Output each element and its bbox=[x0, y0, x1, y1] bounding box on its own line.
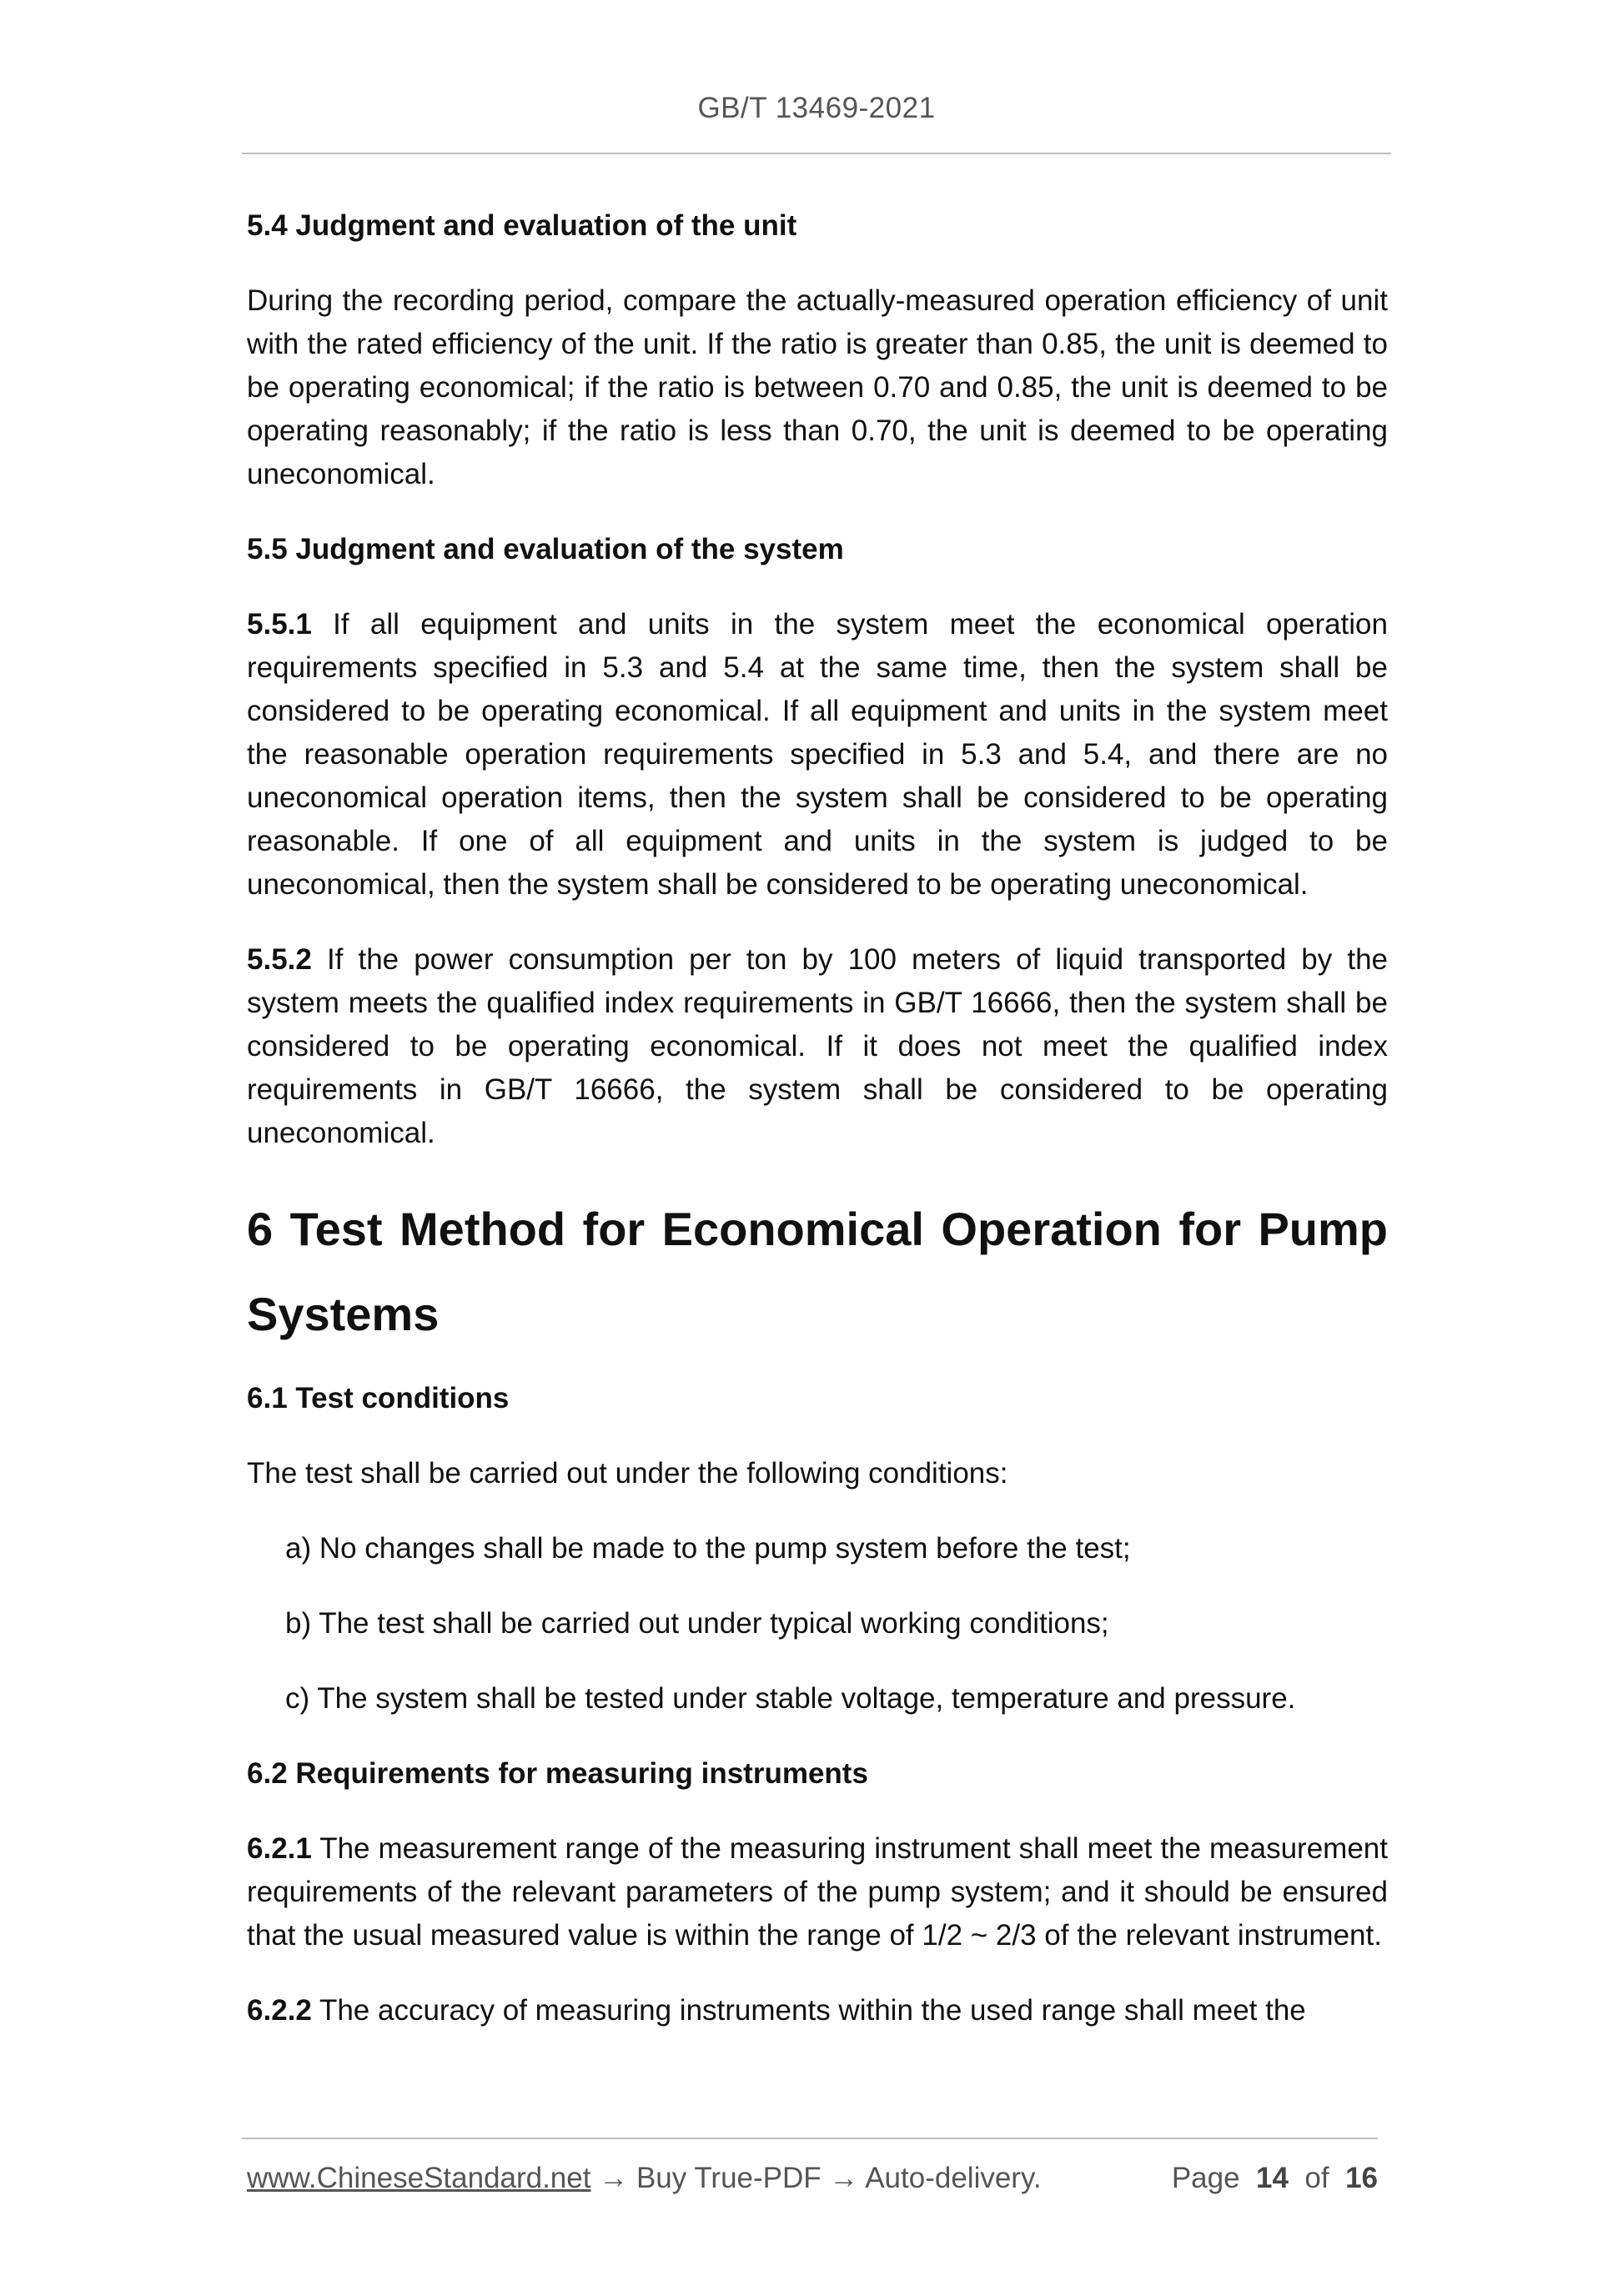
section-5-5-heading: 5.5 Judgment and evaluation of the system bbox=[247, 533, 844, 565]
section-5-4-heading: 5.4 Judgment and evaluation of the unit bbox=[247, 209, 797, 242]
section-6-1-intro: The test shall be carried out under the following conditions: bbox=[247, 1457, 1008, 1490]
clause-text: If the power consumption per ton by 100 meters of liquid transported by the system meets the qualified index requirements in GB/T 16666, then the system shall be considered to be operating economical. If it does not meet the qualified index requirements in GB/T 16666, the system shall be considered to be operating uneconomical. bbox=[247, 943, 1388, 1149]
section-5-4-body: During the recording period, compare the actually-measured operation efficiency of unit with the rated efficiency of the unit. If the ratio is greater than 0.85, the unit is deemed to be operating economical; if the ratio is between 0.70 and 0.85, the unit is deemed to be operating reasonably; if the ratio is less than 0.70, the unit is deemed to be operating uneconomical. bbox=[247, 284, 1388, 490]
arrow-right-icon: → bbox=[829, 2162, 859, 2194]
footer-divider bbox=[242, 2138, 1378, 2139]
list-item: a) No changes shall be made to the pump system before the test; bbox=[285, 1532, 1131, 1565]
clause-number: 6.2.2 bbox=[247, 1994, 312, 2027]
total-pages: 16 bbox=[1345, 2162, 1378, 2194]
page-number bbox=[1172, 2162, 1378, 2195]
clause-text: If all equipment and units in the system meet the economical operation requirements specified in 5.3 and 5.4 at the same time, then the system shall be considered to be operating economical. If all equipment and units in the system meet the reasonable operation requirements specified in 5.3 and 5.4, and there are no uneconomical operation items, then the system shall be considered to be operating reasonable. If one of all equipment and units in the system is judged to be uneconomical, then the system shall be considered to be operating uneconomical. bbox=[247, 608, 1388, 901]
header-divider bbox=[242, 153, 1391, 154]
footer-promo bbox=[247, 2162, 1042, 2195]
page-label: Page bbox=[1171, 2162, 1240, 2194]
clause-number: 5.5.2 bbox=[247, 943, 312, 976]
chapter-6-heading: 6 Test Method for Economical Operation for Pump Systems bbox=[247, 1203, 1388, 1340]
clause-number: 6.2.1 bbox=[247, 1832, 312, 1865]
list-item: c) The system shall be tested under stable voltage, temperature and pressure. bbox=[285, 1682, 1296, 1715]
document-body bbox=[247, 204, 1388, 2064]
buy-pdf-text: Buy True-PDF bbox=[636, 2162, 822, 2194]
list-item: b) The test shall be carried out under typical working conditions; bbox=[285, 1607, 1109, 1640]
auto-delivery-text: Auto-delivery. bbox=[865, 2162, 1042, 2194]
clause-text: The measurement range of the measuring instrument shall meet the measurement requirements of the relevant parameters of the pump system; and it should be ensured that the usual measured value is within the range of 1/2 ~ 2/3 of the relevant instrument. bbox=[247, 1832, 1388, 1952]
clause-6-2-1 bbox=[247, 1827, 1388, 1957]
clause-5-5-2 bbox=[247, 938, 1388, 1155]
clause-6-2-2 bbox=[247, 1989, 1388, 2032]
section-6-1-heading: 6.1 Test conditions bbox=[247, 1382, 510, 1414]
clause-number: 5.5.1 bbox=[247, 608, 312, 641]
website-link[interactable]: www.ChineseStandard.net bbox=[247, 2162, 591, 2194]
clause-text: The accuracy of measuring instruments within the used range shall meet the bbox=[311, 1994, 1306, 2027]
arrow-right-icon: → bbox=[599, 2162, 629, 2194]
page-of-label: of bbox=[1304, 2162, 1329, 2194]
section-6-2-heading: 6.2 Requirements for measuring instruments bbox=[247, 1757, 868, 1790]
page-header: GB/T 13469-2021 bbox=[697, 92, 936, 124]
current-page: 14 bbox=[1256, 2162, 1289, 2194]
clause-5-5-1 bbox=[247, 603, 1388, 907]
